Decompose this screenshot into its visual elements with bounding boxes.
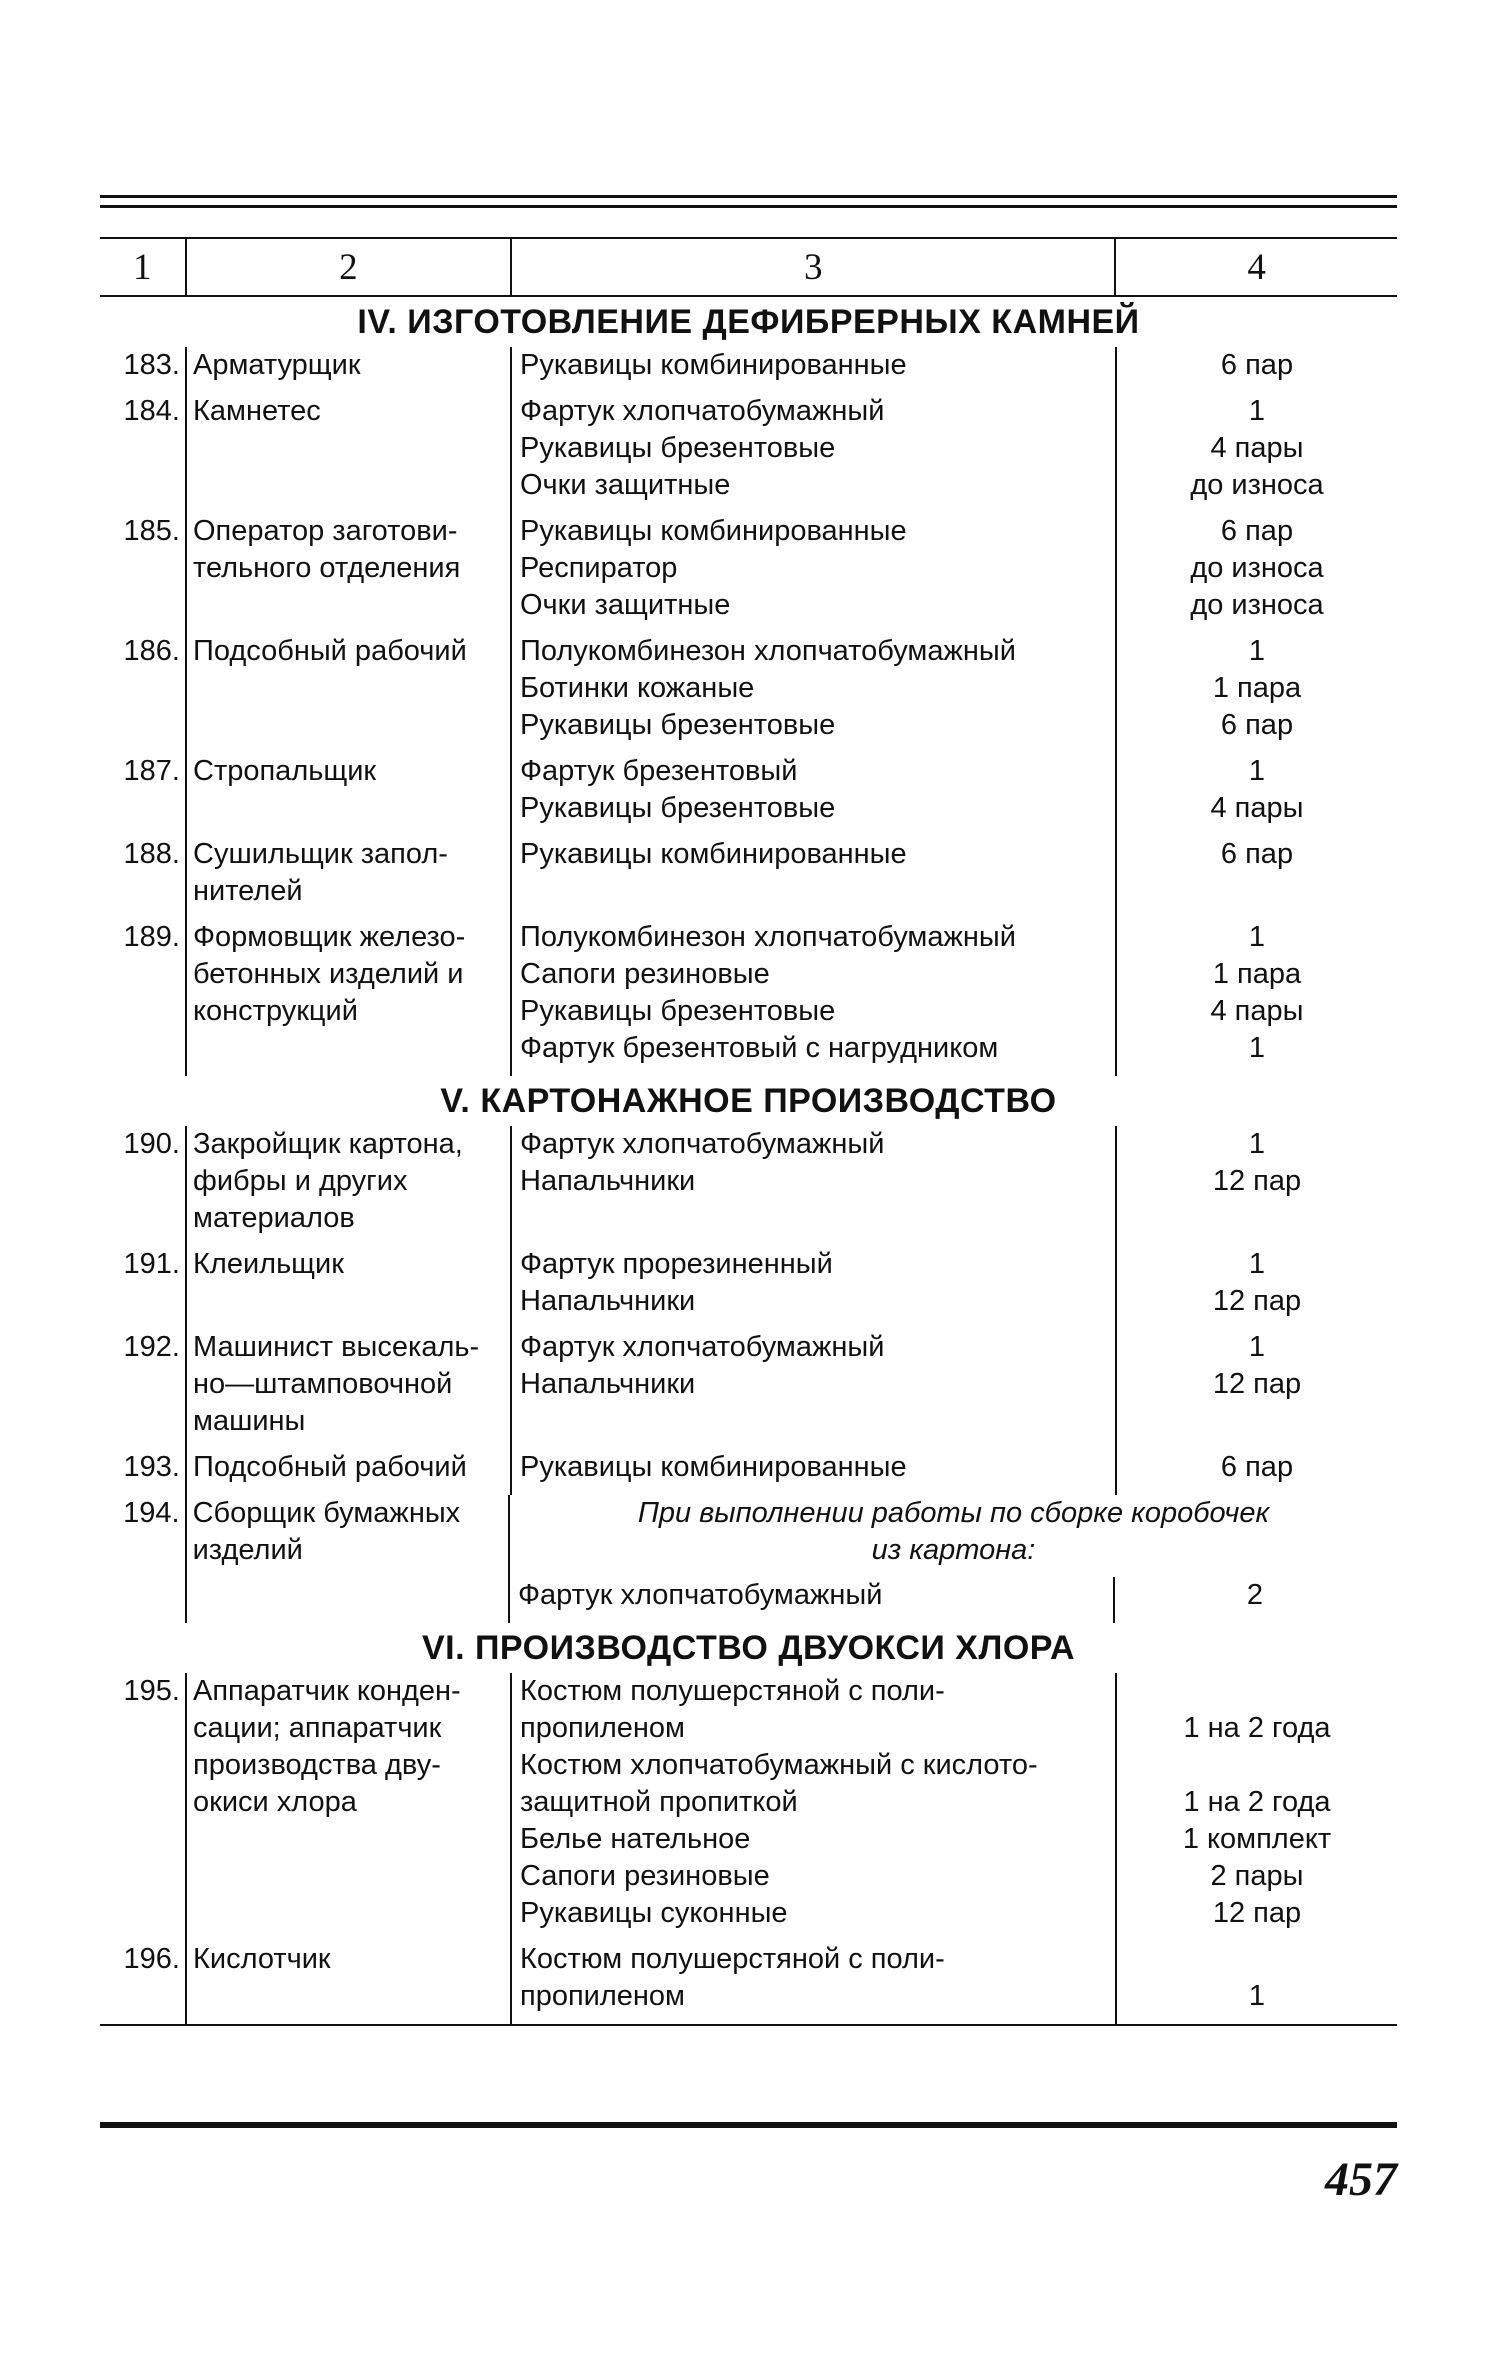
ppe-item: Рукавицы комбинированные <box>520 349 907 381</box>
column-header-row <box>100 237 1397 297</box>
table-row <box>100 393 1397 513</box>
profession-name: Стропальщик <box>185 753 510 836</box>
norm-value: 1 <box>1248 1331 1266 1363</box>
norm-value: 6 пар <box>1220 709 1294 741</box>
ppe-item: Костюм полушерстяной с поли- <box>520 1943 945 1975</box>
column-header-1: 1 <box>100 239 187 295</box>
ppe-items-list <box>510 1329 1115 1449</box>
table-row <box>100 1246 1397 1329</box>
norm-value: 6 пар <box>1220 349 1294 381</box>
norm-value: до износа <box>1190 589 1324 621</box>
row-number: 193. <box>123 1451 180 1483</box>
ppe-item: Фартук прорезиненный <box>520 1248 833 1280</box>
norm-list <box>1115 513 1397 633</box>
norm-list <box>1115 836 1397 919</box>
profession-name: Закройщик картона, фибры и других материалов <box>185 1126 510 1246</box>
ppe-item: Ботинки кожаные <box>520 672 755 704</box>
ppe-item: Рукавицы брезентовые <box>520 709 836 741</box>
section-heading: V. КАРТОНАЖНОЕ ПРОИЗВОДСТВО <box>440 1081 1057 1120</box>
ppe-item: Рукавицы комбинированные <box>520 1451 907 1483</box>
top-double-rule-lower <box>100 205 1397 208</box>
norm-value: 1 <box>1248 1980 1266 2012</box>
bottom-thick-rule <box>100 2122 1397 2128</box>
norm-list <box>1115 633 1397 753</box>
profession-name: Клеильщик <box>185 1246 510 1329</box>
ppe-item: Костюм полушерстяной с поли- <box>520 1675 945 1707</box>
ppe-items-list <box>510 1449 1115 1495</box>
ppe-item: Фартук брезентовый <box>520 755 798 787</box>
ppe-item: Полукомбинезон хлопчатобумажный <box>520 921 1016 953</box>
ppe-item: Рукавицы брезентовые <box>520 792 836 824</box>
norm-value: 1 <box>1248 395 1266 427</box>
section-heading: IV. ИЗГОТОВЛЕНИЕ ДЕФИБРЕРНЫХ КАМНЕЙ <box>357 302 1140 341</box>
norm-value: 6 пар <box>1220 1451 1294 1483</box>
row-items-block <box>510 836 1397 919</box>
row-number: 196. <box>123 1943 180 1975</box>
ppe-item: Рукавицы брезентовые <box>520 995 836 1027</box>
norm-value: до износа <box>1190 469 1324 501</box>
ppe-item: Фартук хлопчатобумажный <box>520 395 885 427</box>
table-row <box>100 753 1397 836</box>
profession-name: Камнетес <box>185 393 510 513</box>
norm-value: 6 пар <box>1220 515 1294 547</box>
row-items-block <box>510 1673 1397 1941</box>
ppe-item: Фартук хлопчатобумажный <box>520 1128 885 1160</box>
profession-name: Сборщик бумажных изделий <box>185 1495 508 1623</box>
norm-value: 2 пары <box>1210 1860 1304 1892</box>
profession-name: Подсобный рабочий <box>185 633 510 753</box>
norm-value: 1 <box>1248 1248 1266 1280</box>
ppe-item: Рукавицы комбинированные <box>520 515 907 547</box>
table-row <box>100 1495 1397 1623</box>
row-note: При выполнении работы по сборке коробочек из картона: <box>508 1495 1397 1577</box>
table-row <box>100 513 1397 633</box>
norm-value: 12 пар <box>1212 1897 1302 1929</box>
ppe-item: Очки защитные <box>520 589 731 621</box>
ppe-items-list <box>510 753 1115 836</box>
norm-value: 1 пара <box>1212 958 1302 990</box>
table-body <box>100 297 1397 2026</box>
ppe-item: Костюм хлопчатобумажный с кислото- <box>520 1749 1038 1781</box>
norm-value: 12 пар <box>1212 1368 1302 1400</box>
ppe-item: Фартук брезентовый с нагрудником <box>520 1032 999 1064</box>
norm-value: 4 пары <box>1210 995 1304 1027</box>
row-number: 184. <box>123 395 180 427</box>
ppe-item: Напальчники <box>520 1285 696 1317</box>
row-items-block <box>508 1495 1397 1623</box>
row-number: 183. <box>123 349 180 381</box>
section-heading: VI. ПРОИЗВОДСТВО ДВУОКСИ ХЛОРА <box>421 1628 1076 1667</box>
row-items-block <box>510 1126 1397 1246</box>
table-row <box>100 633 1397 753</box>
row-items-block <box>510 393 1397 513</box>
norm-list <box>1115 393 1397 513</box>
ppe-item: пропиленом <box>520 1980 685 2012</box>
profession-name: Аппаратчик конден- сации; аппаратчик производства дву- окиси хлора <box>185 1673 510 1941</box>
norm-value: 1 на 2 года <box>1183 1786 1331 1818</box>
profession-name: Сушильщик запол- нителей <box>185 836 510 919</box>
ppe-item: Фартук хлопчатобумажный <box>518 1579 883 1611</box>
profession-name: Подсобный рабочий <box>185 1449 510 1495</box>
ppe-item: Напальчники <box>520 1368 696 1400</box>
norm-value: 1 пара <box>1212 672 1302 704</box>
norm-value: 1 <box>1248 1128 1266 1160</box>
profession-name: Машинист высекаль- но—штамповочной машины <box>185 1329 510 1449</box>
ppe-item: Фартук хлопчатобумажный <box>520 1331 885 1363</box>
norm-list <box>1115 1449 1397 1495</box>
row-items-block <box>510 1449 1397 1495</box>
row-items-block <box>510 633 1397 753</box>
ppe-item: Рукавицы брезентовые <box>520 432 836 464</box>
column-header-2: 2 <box>187 239 513 295</box>
table-row <box>100 1329 1397 1449</box>
norm-list <box>1115 1246 1397 1329</box>
ppe-items-list <box>508 1577 1113 1623</box>
row-items-block <box>510 753 1397 836</box>
norm-list <box>1113 1577 1395 1623</box>
ppe-items-list <box>510 836 1115 919</box>
row-items-block <box>510 1329 1397 1449</box>
table-row <box>100 1126 1397 1246</box>
row-number: 194. <box>123 1497 180 1529</box>
row-number: 185. <box>123 515 180 547</box>
ppe-items-list <box>510 633 1115 753</box>
ppe-item: Рукавицы суконные <box>520 1897 788 1929</box>
norm-list <box>1115 919 1397 1076</box>
row-number: 189. <box>123 921 180 953</box>
ppe-items-list <box>510 1246 1115 1329</box>
ppe-items-list <box>510 393 1115 513</box>
ppe-item: пропиленом <box>520 1712 685 1744</box>
norm-value: 6 пар <box>1220 838 1294 870</box>
row-number: 187. <box>123 755 180 787</box>
ppe-item: Напальчники <box>520 1165 696 1197</box>
norm-value: до износа <box>1190 552 1324 584</box>
row-number: 192. <box>123 1331 180 1363</box>
ppe-item: Сапоги резиновые <box>520 1860 770 1892</box>
ppe-items-list <box>510 1126 1115 1246</box>
ppe-items-list <box>510 1941 1115 2024</box>
row-number: 190. <box>123 1128 180 1160</box>
norm-value: 1 комплект <box>1182 1823 1332 1855</box>
top-double-rule-upper <box>100 195 1397 198</box>
ppe-item: Рукавицы комбинированные <box>520 838 907 870</box>
row-number: 188. <box>123 838 180 870</box>
norm-list <box>1115 753 1397 836</box>
table-row <box>100 1673 1397 1941</box>
ppe-items-list <box>510 919 1115 1076</box>
norm-value: 1 <box>1248 635 1266 667</box>
norm-list <box>1115 1329 1397 1449</box>
ppe-norms-table <box>100 237 1397 2026</box>
norm-value: 1 <box>1248 921 1266 953</box>
row-number: 195. <box>123 1675 180 1707</box>
row-items-block <box>510 1941 1397 2024</box>
norm-value: 1 <box>1248 1032 1266 1064</box>
row-items-block <box>510 1246 1397 1329</box>
ppe-items-list <box>510 513 1115 633</box>
norm-list <box>1115 347 1397 393</box>
profession-name: Арматурщик <box>185 347 510 393</box>
ppe-item: Респиратор <box>520 552 678 584</box>
norm-value: 4 пары <box>1210 432 1304 464</box>
table-row <box>100 347 1397 393</box>
norm-value: 2 <box>1246 1579 1264 1611</box>
ppe-item: Очки защитные <box>520 469 731 501</box>
page-number: 457 <box>1325 2153 1397 2206</box>
ppe-items-list <box>510 347 1115 393</box>
norm-list <box>1115 1126 1397 1246</box>
ppe-item: Полукомбинезон хлопчатобумажный <box>520 635 1016 667</box>
ppe-items-list <box>510 1673 1115 1941</box>
ppe-item: защитной пропиткой <box>520 1786 798 1818</box>
norm-value: 1 <box>1248 755 1266 787</box>
norm-list <box>1115 1941 1397 2024</box>
ppe-item: Белье нательное <box>520 1823 751 1855</box>
column-header-3: 3 <box>512 239 1116 295</box>
norm-value: 12 пар <box>1212 1285 1302 1317</box>
norm-value <box>1117 1941 1397 1978</box>
norm-list <box>1115 1673 1397 1941</box>
norm-value: 1 на 2 года <box>1183 1712 1331 1744</box>
profession-name: Кислотчик <box>185 1941 510 2024</box>
table-row <box>100 1449 1397 1495</box>
profession-name: Формовщик железо- бетонных изделий и конструкций <box>185 919 510 1076</box>
table-row <box>100 836 1397 919</box>
profession-name: Оператор заготови- тельного отделения <box>185 513 510 633</box>
norm-value: 12 пар <box>1212 1165 1302 1197</box>
row-items-block <box>510 513 1397 633</box>
norm-value <box>1117 1747 1397 1784</box>
row-number: 191. <box>123 1248 180 1280</box>
row-items-block <box>510 919 1397 1076</box>
ppe-item: Сапоги резиновые <box>520 958 770 990</box>
row-items-block <box>510 347 1397 393</box>
norm-value <box>1117 1673 1397 1710</box>
table-row <box>100 919 1397 1076</box>
row-number: 186. <box>123 635 180 667</box>
table-row <box>100 1941 1397 2026</box>
column-header-4: 4 <box>1247 246 1266 288</box>
norm-value: 4 пары <box>1210 792 1304 824</box>
